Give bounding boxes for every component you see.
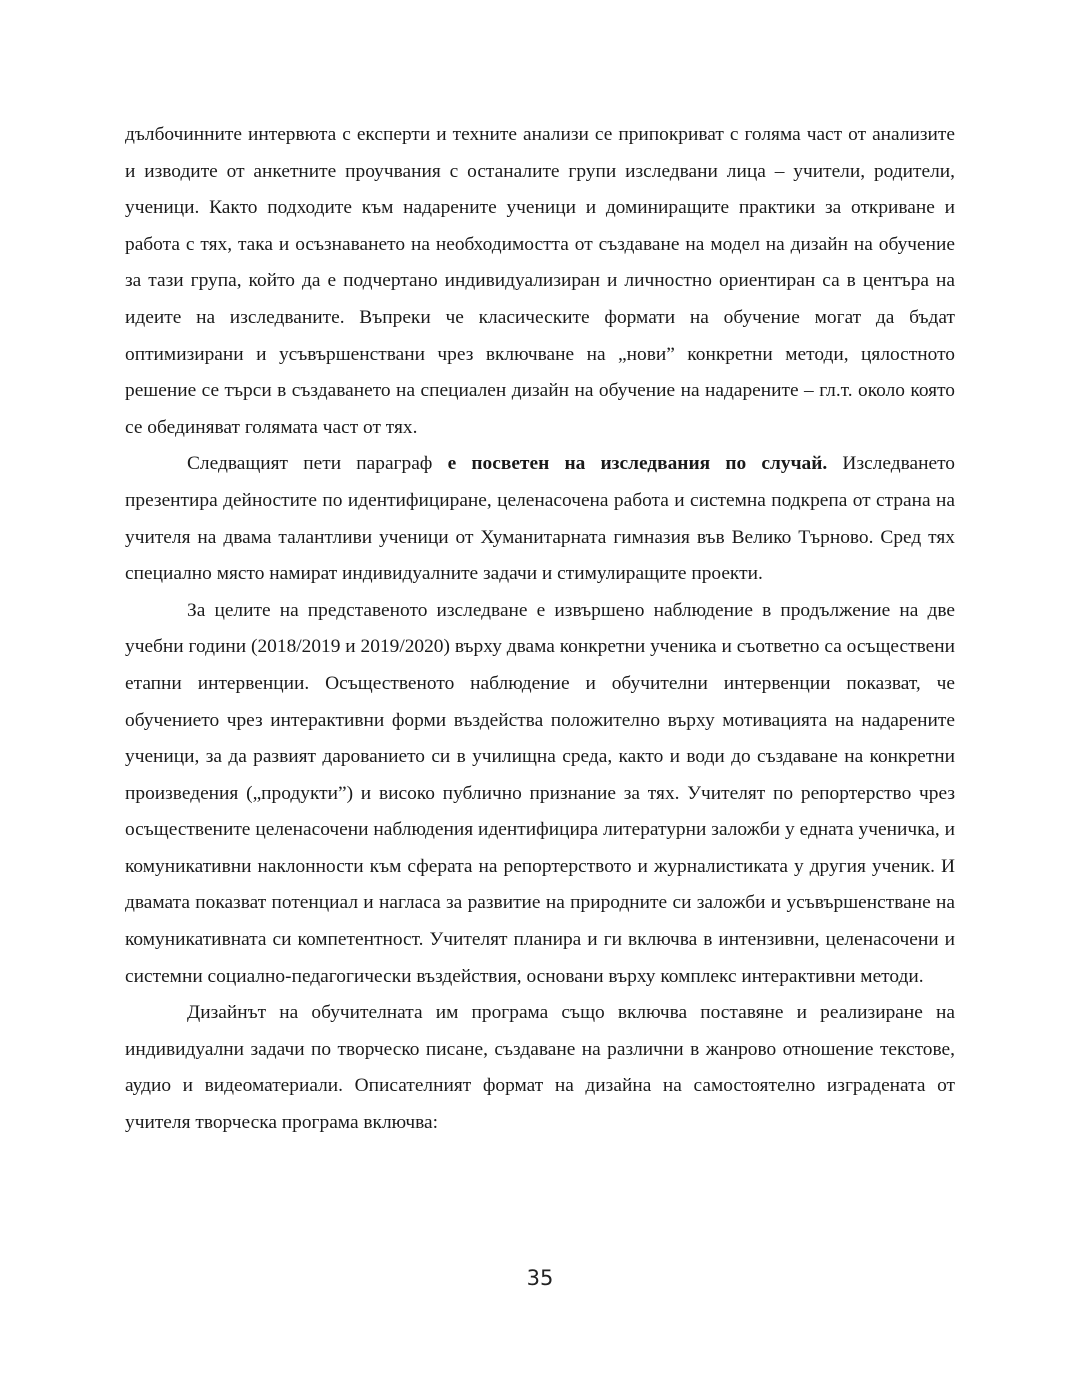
paragraph-2-bold-phrase: е посветен на изследвания по случай. <box>447 453 828 475</box>
page-body <box>125 117 955 1142</box>
paragraph-2 <box>125 446 955 592</box>
page-number: 35 <box>526 1266 554 1290</box>
paragraph-1: дълбочинните интервюта с експерти и техните анализи се припокриват с голяма част от анализите и изводите от анкетните проучвания с останалите групи изследвани лица – учители, родители, ученици. Както подходите към надарените ученици и доминиращите практики за откриване и работа с тях, така и осъзнаването на необходимостта от създаване на модел на дизайн на обучение за тази група, който да е подчертано индивидуализиран и личностно ориентиран са в центъра на идеите на изследваните. Въпреки че класическите формати на обучение могат да бъдат оптимизирани и усъвършенствани чрез включване на „нови” конкретни методи, цялостното решение се търси в създаването на специален дизайн на обучение на надарените – гл.т. около която се обединяват голямата част от тях. <box>125 124 955 438</box>
paragraph-2-rest: Изследването презентира дейностите по идентифициране, целенасочена работа и системна подкрепа от страна на учителя на двама талантливи ученици от Хуманитарната гимназия във Велико Търново. Сред тях специално място намират индивидуалните задачи и стимулиращите проекти. <box>125 453 956 585</box>
paragraph-4: Дизайнът на обучителната им програма също включва поставяне и реализиране на индивидуални задачи по творческо писане, създаване на различни в жанрово отношение текстове, аудио и видеоматериали. Описателният формат на дизайна на самостоятелно изградената от учителя творческа програма включва: <box>125 1002 955 1134</box>
paragraph-2-intro: Следващият пети параграф <box>187 453 448 475</box>
paragraph-3: За целите на представеното изследване е извършено наблюдение в продължение на две учебни години (2018/2019 и 2019/2020) върху двама конкретни ученика и съответно са осъществени етапни интервенции. Осъщественото наблюдение и обучителни интервенции показват, че обучението чрез интерактивни форми въздейства положително върху мотивацията на надарените ученици, за да развият дарованието си в училищна среда, както и води до създаване на конкретни произведения („продукти”) и високо публично признание за тях. Учителят по репортерство чрез осъществените целенасочени наблюдения идентифицира литературни заложби у едната ученичка, и комуникативни наклонности към сферата на репортерството и журналистиката у другия ученик. И двамата показват потенциал и нагласа за развитие на природните си заложби и усъвършенстване на комуникативната си компетентност. Учителят планира и ги включва в интензивни, целенасочени и системни социално-педагогически въздействия, основани върху комплекс интерактивни методи. <box>125 599 955 987</box>
